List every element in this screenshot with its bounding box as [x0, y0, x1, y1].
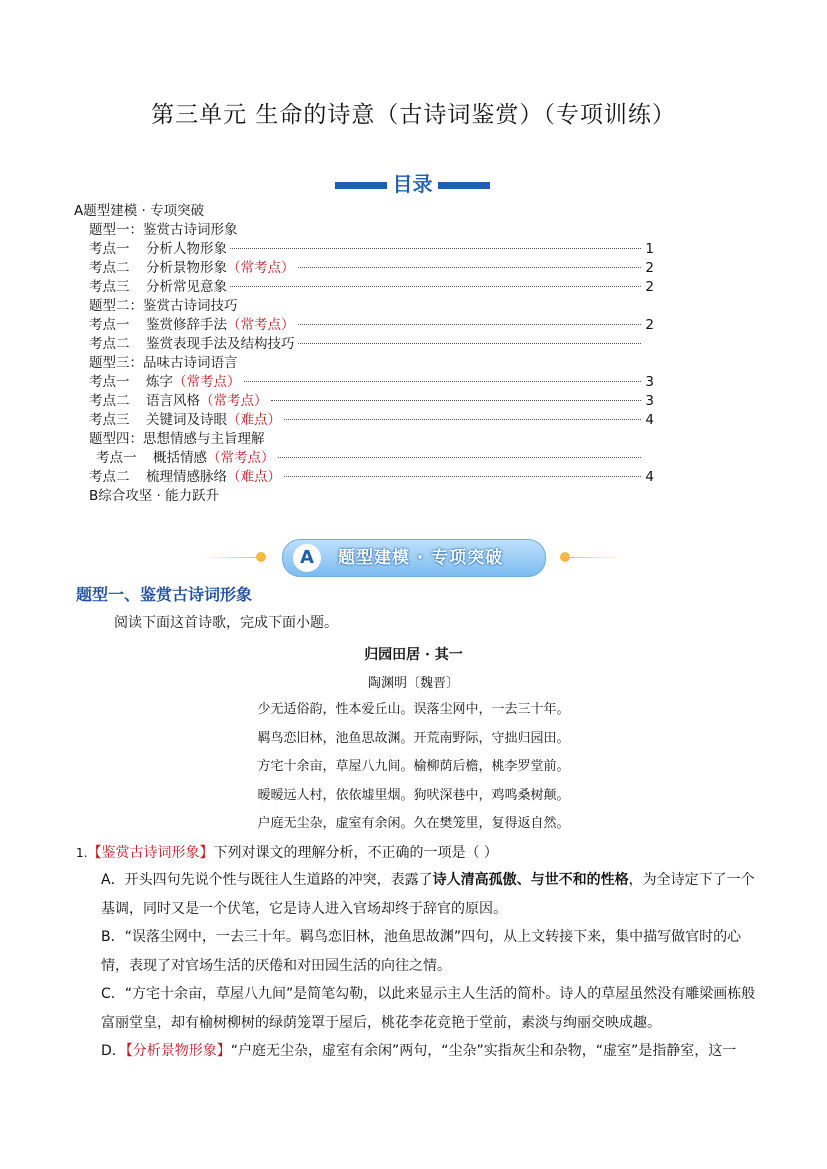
toc-entry[interactable]: 考点二 语言风格 （常考点） 3: [89, 393, 654, 409]
poem-line: 羁鸟恋旧林，池鱼思故渊。开荒南野际，守拙归园田。: [257, 730, 570, 746]
option-c[interactable]: C．“方宅十余亩，草屋八九间”是简笔勾勒，以此来显示主人生活的简朴。诗人的草屋虽然没有雕梁画栋般富丽堂皇，却有榆树柳树的绿荫笼罩于屋后，桃花李花竞艳于堂前，素淡与绚丽交映成趣。: [101, 986, 756, 1031]
section-banner: [0, 537, 827, 577]
toc-entry[interactable]: 考点一 分析人物形象 1: [89, 241, 654, 257]
poem-body: [0, 700, 827, 843]
table-of-contents: [74, 202, 654, 506]
toc-type-4[interactable]: 题型四：思想情感与主旨理解: [89, 431, 265, 447]
banner-pill: [282, 539, 546, 577]
question-stem: 1.【鉴赏古诗词形象】下列对课文的理解分析，不正确的一项是（ ）: [76, 845, 498, 861]
poem-line: 方宅十余亩，草屋八九间。榆柳荫后檐，桃李罗堂前。: [257, 759, 570, 775]
poem-line: 暧暧远人村，依依墟里烟。狗吠深巷中，鸡鸣桑树颠。: [257, 787, 570, 803]
toc-type-1[interactable]: 题型一：鉴赏古诗词形象: [89, 222, 238, 238]
banner-text: 题型建模 · 专项突破: [338, 548, 504, 568]
poem-line: 户庭无尘杂，虚室有余闲。久在樊笼里，复得返自然。: [257, 816, 570, 832]
poem-line: 少无适俗韵，性本爱丘山。误落尘网中，一去三十年。: [257, 702, 570, 717]
toc-entry[interactable]: 考点三 关键词及诗眼 （难点） 4: [89, 412, 654, 428]
question-1: [76, 842, 756, 1066]
toc-entry[interactable]: 考点二 鉴赏表现手法及结构技巧: [74, 335, 654, 354]
poem-title: 归园田居 · 其一: [364, 647, 463, 663]
banner-letter-badge: A: [293, 544, 321, 572]
section-heading: 题型一、鉴赏古诗词形象: [76, 585, 253, 604]
reading-instruction: 阅读下面这首诗歌，完成下面小题。: [114, 615, 338, 631]
toc-entry[interactable]: 考点二 梳理情感脉络 （难点） 4: [89, 469, 654, 485]
toc-bar-right: [438, 182, 490, 189]
option-d-tag: 【分析景物形象】: [125, 1043, 231, 1059]
toc-section-b[interactable]: B综合攻坚 · 能力跃升: [89, 488, 220, 504]
toc-section-a[interactable]: A题型建模 · 专项突破: [74, 203, 205, 219]
toc-entry[interactable]: 考点一 鉴赏修辞手法 （常考点） 2: [89, 317, 654, 333]
toc-entry[interactable]: 考点一 概括情感 （常考点）: [74, 449, 654, 468]
option-b[interactable]: B．“误落尘网中，一去三十年。羁鸟恋旧林，池鱼思故渊”四句，从上文转接下来，集中描写做官时的心情，表现了对官场生活的厌倦和对田园生活的向往之情。: [101, 929, 742, 974]
banner-dot-icon: [256, 552, 266, 562]
toc-header: [0, 168, 827, 198]
page-title: 第三单元 生命的诗意（古诗词鉴赏）（专项训练）: [151, 102, 676, 128]
toc-heading: 目录: [392, 172, 433, 196]
question-tag: 【鉴赏古诗词形象】: [87, 845, 214, 861]
option-a[interactable]: A．开头四句先说个性与既往人生道路的冲突，表露了诗人清高孤傲、与世不和的性格，为全诗定下了一个基调，同时又是一个伏笔，它是诗人进入官场却终于辞官的原因。: [101, 872, 755, 917]
toc-bar-left: [335, 182, 387, 189]
option-d[interactable]: D．【分析景物形象】“户庭无尘杂，虚室有余闲”两句，“尘杂”实指灰尘和杂物，“虚室”是指静室，这一: [101, 1043, 737, 1059]
poem-author: 陶渊明〔魏晋〕: [367, 676, 459, 691]
toc-entry[interactable]: 考点一 炼字 （常考点） 3: [89, 374, 654, 390]
toc-entry[interactable]: 考点三 分析常见意象 2: [89, 279, 654, 295]
toc-entry[interactable]: 考点二 分析景物形象 （常考点） 2: [89, 260, 654, 276]
toc-type-3[interactable]: 题型三：品味古诗词语言: [89, 355, 238, 371]
toc-type-2[interactable]: 题型二：鉴赏古诗词技巧: [89, 298, 238, 314]
